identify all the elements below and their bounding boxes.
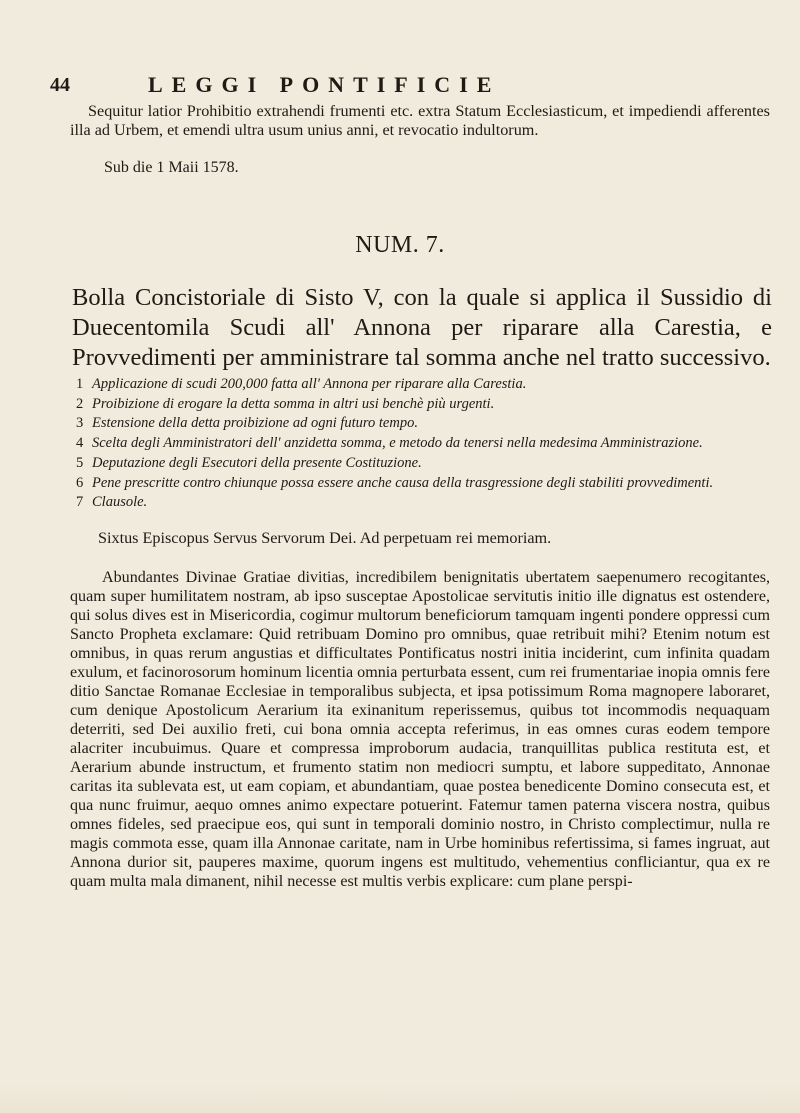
summary-item-number: 2 bbox=[76, 395, 84, 412]
summary-item-text: Estensione della detta proibizione ad ogni futuro tempo. bbox=[92, 415, 418, 432]
page-bottom-margin bbox=[0, 1083, 800, 1113]
summary-list bbox=[76, 375, 770, 513]
summary-item-text: Deputazione degli Esecutori della presente Costituzione. bbox=[92, 454, 422, 471]
body-paragraph: Abundantes Divinae Gratiae divitias, incredibilem benignitatis ubertatem saepenumero recogitantes, quam super humilitatem nostram, ab ipso susceptae Apostolicae servitutis initio ille dignatus est ostendere, qui solus dives est in Misericordia, cogimur multorum beneficiorum tamquam ingenti pondere oppressi cum Sancto Propheta exclamare: Quid retribuam Domino pro omnibus, quae retribuit mihi? Etenim notum est omnibus, in quas rerum angustias et difficultates Pontificatus nostri initia inciderint, cum infinita quadam exulum, et facinorosorum hominum licentia omnia perturbata essent, cum rei frumentariae inopia omnis fere ditio Sanctae Romanae Ecclesiae in temporalibus subjecta, et ipsa potissimum Roma magnopere laboraret, cum denique Apostolicum Aerarium ita exinanitum reperissemus, quibus tot incommodis nequaquam deterriti, sed Dei auxilio freti, cui bona omnia accepta referimus, in eas omnes curas eodem tempore alacriter incubuimus. Quare et compressa improborum audacia, tranquillitas publica restituta est, et Aerarium abunde instructum, et frumento statim non mediocri sumptu, et labore suppeditato, Annonae caritas ita sublevata est, ut eam copiam, et abundantiam, quae postea benedicente Domino consecuta est, et qua nunc fruimur, aequo omnes animo expectare potuerint. Fatemur tamen paterna viscera nostra, quibus omnes fideles, sed praecipue eos, qui sunt in temporali dominio nostro, in Christo complectimur, nulla re magis commota esse, quam illa Annonae caritate, nam in Urbe hominibus refertissima, si fames ingruat, aut Annona durior sit, pauperes maxime, quorum ingens est multitudo, vehementius confliciantur, qua ex re quam multa mala dimanent, nihil necesse est multis verbis explicare: cum plane perspi- bbox=[70, 569, 770, 890]
prelude-paragraph: Sequitur latior Prohibitio extrahendi frumenti etc. extra Statum Ecclesiasticum, et impediendi afferentes illa ad Urbem, et emendi ultra usum unius anni, et revocatio indultorum. bbox=[70, 102, 770, 139]
summary-item bbox=[76, 434, 770, 454]
running-title: LEGGI PONTIFICIE bbox=[148, 72, 501, 97]
summary-item-number: 3 bbox=[76, 415, 84, 432]
page-header bbox=[50, 74, 770, 100]
summary-item-text: Applicazione di scudi 200,000 fatta all' Annona per riparare alla Carestia. bbox=[92, 376, 527, 392]
incipit-line: Sixtus Episcopus Servus Servorum Dei. Ad perpetuam rei memoriam. bbox=[98, 529, 552, 547]
section-number-heading: NUM. 7. bbox=[355, 232, 445, 258]
summary-item-text: Proibizione di erogare la detta somma in altri usi benchè più urgenti. bbox=[92, 395, 495, 412]
summary-item bbox=[76, 395, 770, 415]
summary-item-number: 7 bbox=[76, 494, 84, 511]
summary-item bbox=[76, 493, 770, 513]
summary-item-number: 6 bbox=[76, 474, 84, 491]
summary-item-number: 4 bbox=[76, 435, 84, 452]
summary-item bbox=[76, 375, 770, 395]
summary-item-text: Pene prescritte contro chiunque possa essere anche causa della trasgressione degli stabiliti provvedimenti. bbox=[92, 474, 714, 491]
summary-item-text: Clausole. bbox=[92, 494, 148, 511]
summary-item-number: 1 bbox=[76, 376, 84, 392]
bull-title: Bolla Concistoriale di Sisto V, con la quale si applica il Sussidio di Duecentomila Scudi all' Annona per riparare alla Carestia, e Provvedimenti per amministrare tal somma anche nel tratto successivo. bbox=[72, 284, 772, 371]
summary-item bbox=[76, 414, 770, 434]
summary-item-number: 5 bbox=[76, 454, 84, 471]
summary-item bbox=[76, 454, 770, 474]
page-number: 44 bbox=[50, 74, 70, 96]
summary-item bbox=[76, 474, 770, 494]
date-line: Sub die 1 Maii 1578. bbox=[104, 159, 239, 176]
summary-item-text: Scelta degli Amministratori dell' anzidetta somma, e metodo da tenersi nella medesima Amministrazione. bbox=[92, 435, 703, 452]
